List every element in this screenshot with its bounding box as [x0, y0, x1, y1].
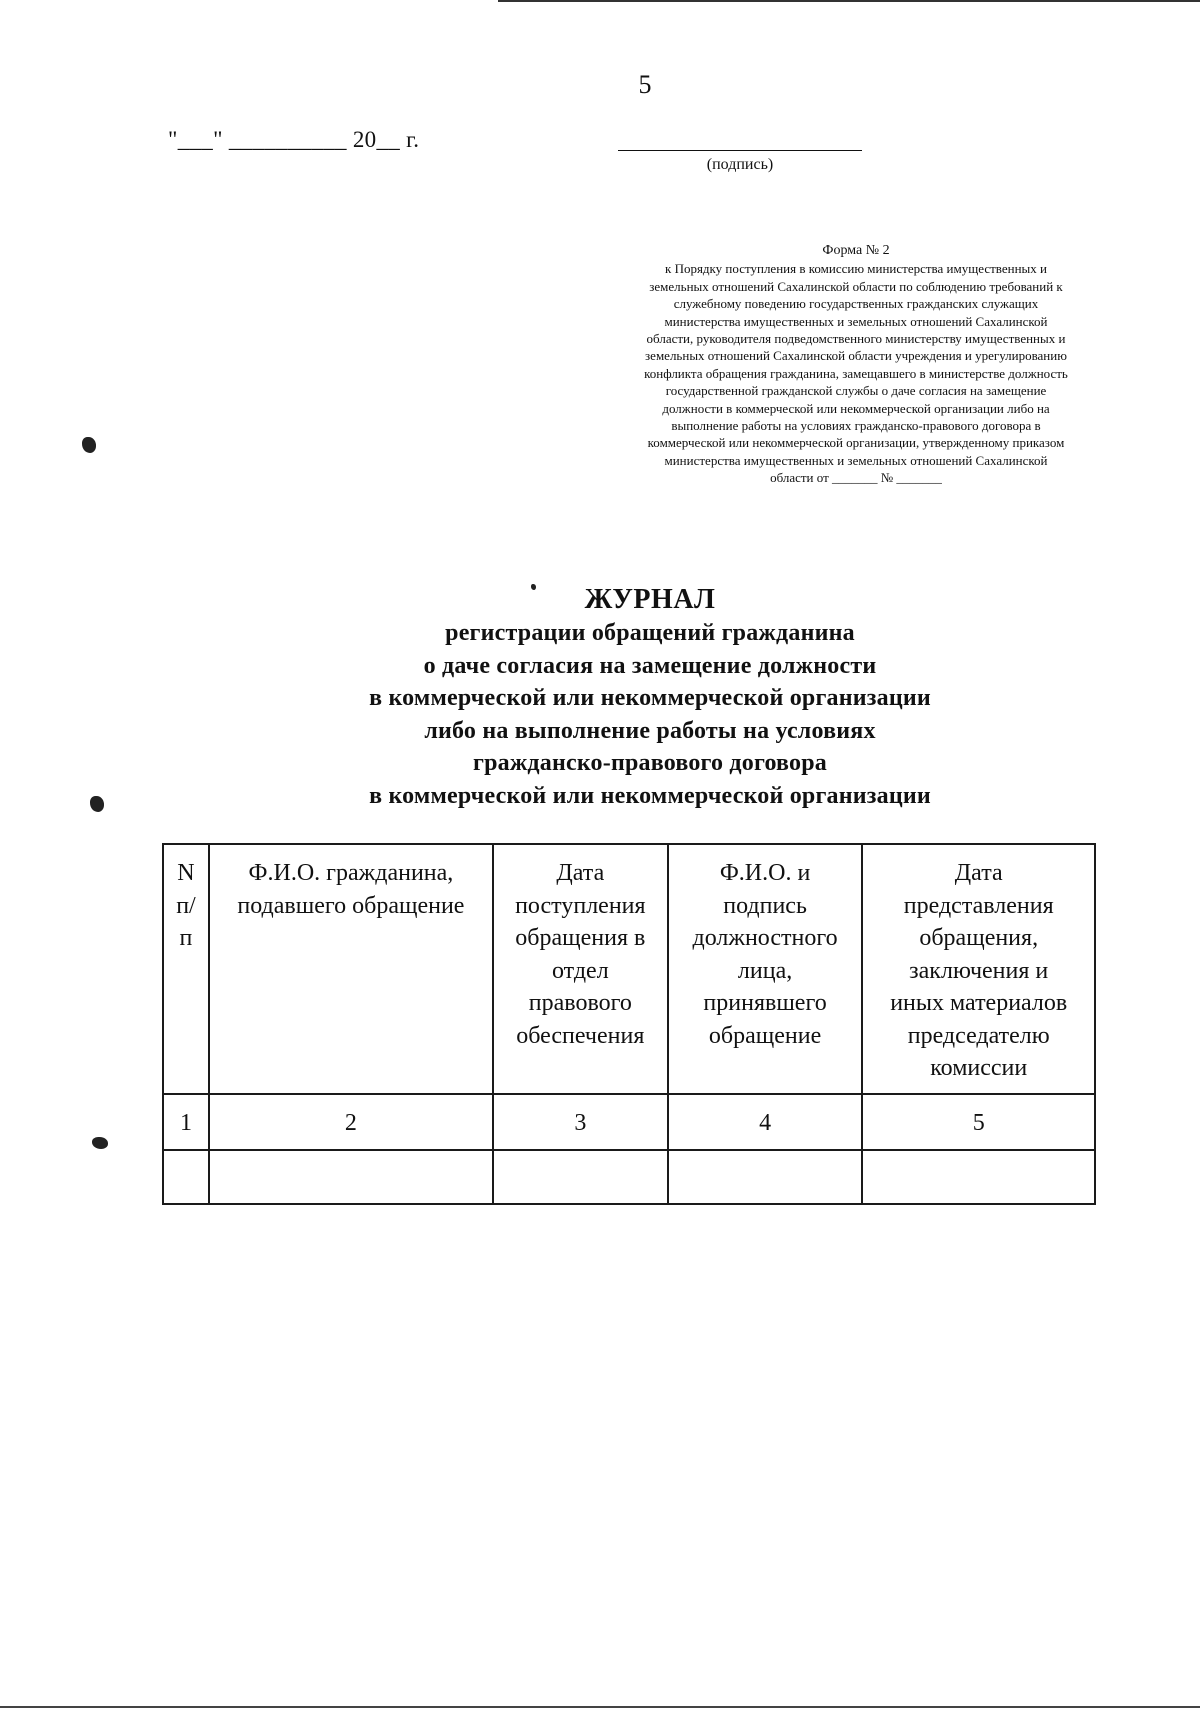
page-number: 5 [638, 70, 652, 99]
journal-heading [150, 583, 1150, 812]
form-note-line: министерства имущественных и земельных отношений Сахалинской [664, 452, 1048, 468]
column-number-cell: 2 [209, 1094, 493, 1150]
journal-title: ЖУРНАЛ [584, 584, 716, 615]
form-note-line: области, руководителя подведомственного министерству имущественных и [646, 331, 1066, 347]
form-note [582, 242, 1130, 487]
journal-subtitle-line: гражданско-правового договора [472, 750, 828, 776]
column-number-cell: 3 [493, 1094, 668, 1150]
header-cell-submission-date: Дата представления обращения, заключения и иных материалов председателю комиссии [862, 844, 1095, 1094]
form-note-line: земельных отношений Сахалинской области учреждения и урегулированию [645, 348, 1067, 364]
form-note-line: коммерческой или некоммерческой организации, утвержденному приказом [647, 435, 1065, 451]
empty-entry-row [163, 1150, 1095, 1204]
journal-subtitle-line: в коммерческой или некоммерческой организации [369, 685, 931, 711]
top-edge-rule [498, 0, 1200, 2]
form-note-line: государственной гражданской службы о даче согласия на замещение [665, 383, 1047, 399]
column-number-cell: 5 [862, 1094, 1095, 1150]
table-header-row [163, 844, 1095, 1094]
scan-speck [531, 584, 536, 590]
form-note-line: земельных отношений Сахалинской области по соблюдению требований к [649, 278, 1063, 294]
header-cell-number: N п/ п [163, 844, 209, 1094]
signature-line [618, 150, 862, 151]
header-cell-receipt-date: Дата поступления обращения в отдел правового обеспечения [493, 844, 668, 1094]
column-number-cell: 1 [163, 1094, 209, 1150]
journal-subtitle-line: в коммерческой или некоммерческой организации [369, 782, 931, 809]
form-note-line: служебному поведению государственных гражданских служащих [673, 296, 1039, 312]
date-line: "___" __________ 20__ г. [168, 127, 420, 152]
empty-cell [163, 1150, 209, 1204]
signature-caption: (подпись) [706, 156, 774, 173]
form-note-line: области от _______ № _______ [770, 470, 942, 486]
column-number-cell: 4 [668, 1094, 863, 1150]
empty-cell [493, 1150, 668, 1204]
empty-cell [209, 1150, 493, 1204]
form-note-line: конфликта обращения гражданина, замещавшего в министерстве должность [644, 365, 1068, 381]
scan-hole-mark [82, 437, 96, 453]
bottom-edge-rule [0, 1706, 1200, 1708]
empty-cell [862, 1150, 1095, 1204]
header-cell-official-signature: Ф.И.О. и подпись должностного лица, принявшего обращение [668, 844, 863, 1094]
empty-cell [668, 1150, 863, 1204]
header-cell-citizen-name: Ф.И.О. гражданина, подавшего обращение [209, 844, 493, 1094]
column-number-row [163, 1094, 1095, 1150]
form-note-line: к Порядку поступления в комиссию министерства имущественных и [665, 261, 1047, 277]
form-note-line: должности в коммерческой или некоммерческой организации либо на [662, 400, 1050, 416]
scan-hole-mark [90, 796, 104, 812]
form-note-line: выполнение работы на условиях гражданско-правового договора в [671, 418, 1041, 434]
form-title: Форма № 2 [822, 243, 890, 258]
journal-subtitle-line: либо на выполнение работы на условиях [424, 717, 876, 744]
journal-subtitle-line: регистрации обращений гражданина [445, 620, 855, 646]
scan-hole-mark [92, 1137, 108, 1149]
journal-table [162, 843, 1096, 1205]
journal-subtitle-line: о даче согласия на замещение должности [423, 652, 877, 679]
form-note-line: министерства имущественных и земельных отношений Сахалинской [664, 313, 1048, 329]
